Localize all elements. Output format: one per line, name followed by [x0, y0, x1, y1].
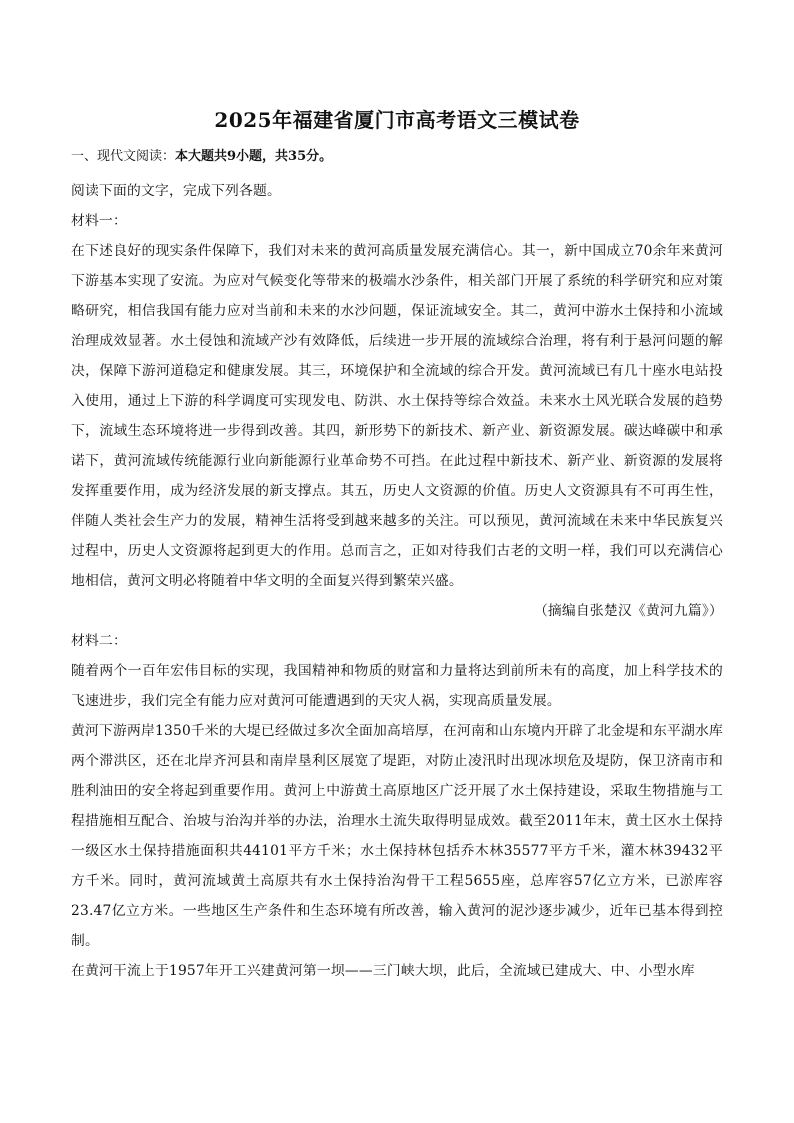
section-info: 本大题共9小题，共35分。	[175, 149, 333, 164]
material1-text: 在下述良好的现实条件保障下，我们对未来的黄河高质量发展充满信心。其一，新中国成立70余年来黄河下游基本实现了安流。为应对气候变化等带来的极端水沙条件，相关部门开展了系统的科学研究和应对策略研究，相信我国有能力应对当前和未来的水沙问题，保证流域安全。其二，黄河中游水土保持和小流域治理成效显著。水土侵蚀和流域产沙有效降低，后续进一步开展的流域综合治理，将有利于悬河问题的解决，保障下游河道稳定和健康发展。其三，环境保护和全流域的综合开发。黄河流域已有几十座水电站投入使用，通过上下游的科学调度可实现发电、防洪、水土保持等综合效益。未来水土风光联合发展的趋势下，流域生态环境将进一步得到改善。其四，新形势下的新技术、新产业、新资源发展。碳达峰碳中和承诺下，黄河流域传统能源行业向新能源行业革命势不可挡。在此过程中新技术、新产业、新资源的发展将发挥重要作用，成为经济发展的新支撑点。其五，历史人文资源的价值。历史人文资源具有不可再生性，伴随人类社会生产力的发展，精神生活将受到越来越多的关注。可以预见，黄河流域在未来中华民族复兴过程中，历史人文资源将起到更大的作用。总而言之，正如对待我们古老的文明一样，我们可以充满信心地相信，黄河文明必将随着中华文明的全面复兴得到繁荣兴盛。	[71, 243, 723, 589]
material1-label: 材料一：	[71, 213, 127, 229]
exam-title: 2025年福建省厦门市高考语文三模试卷	[214, 108, 580, 132]
material2-paragraph: 黄河下游两岸1350千米的大堤已经做过多次全面加高培厚，在河南和山东境内开辟了北金堤和东平湖水库两个滞洪区，还在北岸齐河县和南岸垦利区展宽了堤距，对防止凌汛时出现冰坝危及堤防，保卫济南市和胜利油田的安全将起到重要作用。黄河上中游黄土高原地区广泛开展了水土保持建设，采取生物措施与工程措施相互配合、治坡与治沟并举的办法，治理水土流失取得明显成效。截至2011年末，黄土区水土保持一级区水土保持措施面积共44101平方千米；水土保持林包括乔木林35577平方千米，灌木林39432平方千米。同时，黄河流域黄土高原共有水土保持治沟骨干工程5655座，总库容57亿立方米，已淤库容23.47亿立方米。一些地区生产条件和生态环境有所改善，输入黄河的泥沙逐步减少，近年已基本得到控制。	[71, 723, 723, 949]
material1-source: （摘编自张楚汉《黄河九篇》）	[533, 603, 723, 619]
section-prefix: 一、现代文阅读：	[71, 149, 176, 164]
material2-paragraph: 在黄河干流上于1957年开工兴建黄河第一坝——三门峡大坝，此后，全流域已建成大、中、小型水库	[71, 963, 695, 979]
instructions: 阅读下面的文字，完成下列各题。	[71, 183, 281, 199]
material2-paragraph: 随着两个一百年宏伟目标的实现，我国精神和物质的财富和力量将达到前所未有的高度，加上科学技术的飞速进步，我们完全有能力应对黄河可能遭遇到的天灾人祸，实现高质量发展。	[71, 663, 723, 709]
section-heading	[71, 145, 332, 164]
reading-passage	[71, 176, 723, 986]
material2-label: 材料二：	[71, 633, 127, 649]
